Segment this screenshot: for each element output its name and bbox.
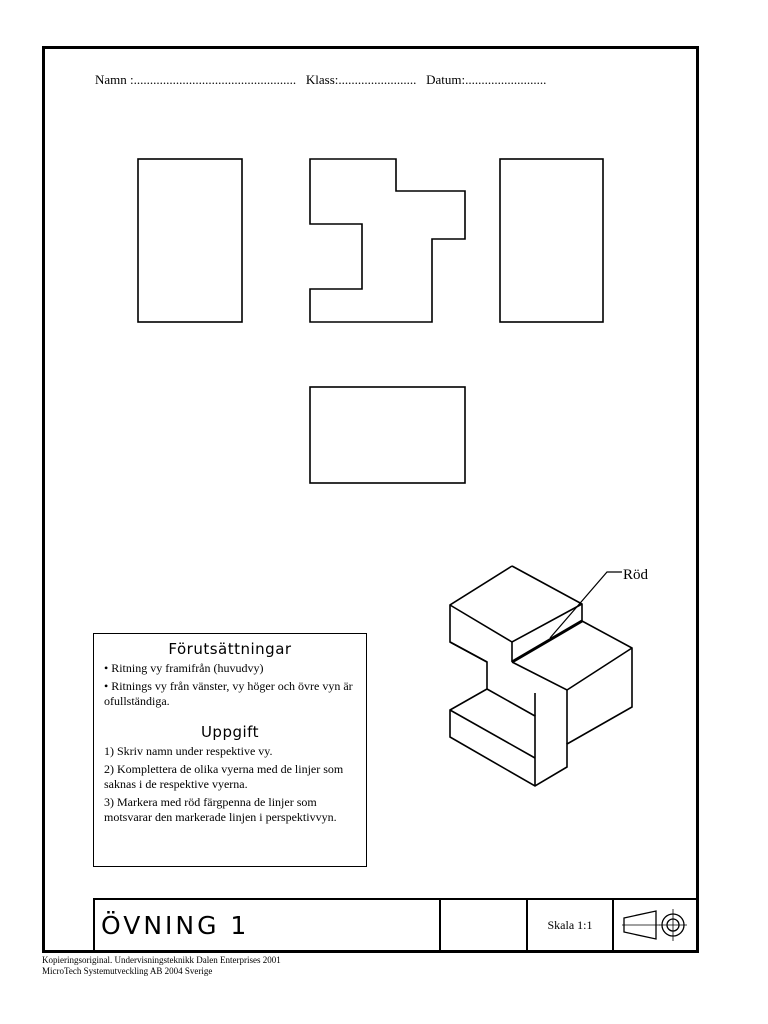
isometric-view [450,566,632,786]
footer-line: MicroTech Systemutveckling AB 2004 Sverige [42,965,213,976]
copyright-footer [42,955,281,976]
first-angle-projection-icon [620,905,690,945]
task-heading: Uppgift [200,723,260,741]
task-step: 2) Komplettera de olika vyerna med de linjer som saknas i de respektive vyerna. [104,762,344,791]
class-field[interactable]: Klass:........................ [305,72,417,87]
title-block [93,898,696,950]
name-field[interactable]: Namn :.................................................. [95,72,297,87]
right-view-outline [500,159,603,322]
task-step: 3) Markera med röd färgpenna de linjer som motsvarar den markerade linjen i perspektivvyn. [104,795,337,824]
prerequisite-item: • Ritnings vy från vänster, vy höger och övre vyn är ofullständiga. [104,679,353,708]
prerequisite-item: • Ritning vy framifrån (huvudvy) [104,661,264,675]
left-view-outline [138,159,242,322]
footer-line: Kopieringsoriginal. Undervisningsteknikk Dalen Enterprises 2001 [42,955,281,965]
prerequisites-heading: Förutsättningar [168,640,292,658]
exercise-title: ÖVNING 1 [95,900,441,950]
front-view-outline [310,159,465,322]
top-view-outline [310,387,465,483]
red-line-label: Röd [623,567,649,583]
scale-label: Skala 1:1 [528,900,614,950]
instructions-box [93,633,367,867]
title-block-empty-cell [441,900,528,950]
date-field[interactable]: Datum:......................... [426,72,547,87]
task-step: 1) Skriv namn under respektive vy. [104,744,273,758]
projection-cell [614,900,696,950]
